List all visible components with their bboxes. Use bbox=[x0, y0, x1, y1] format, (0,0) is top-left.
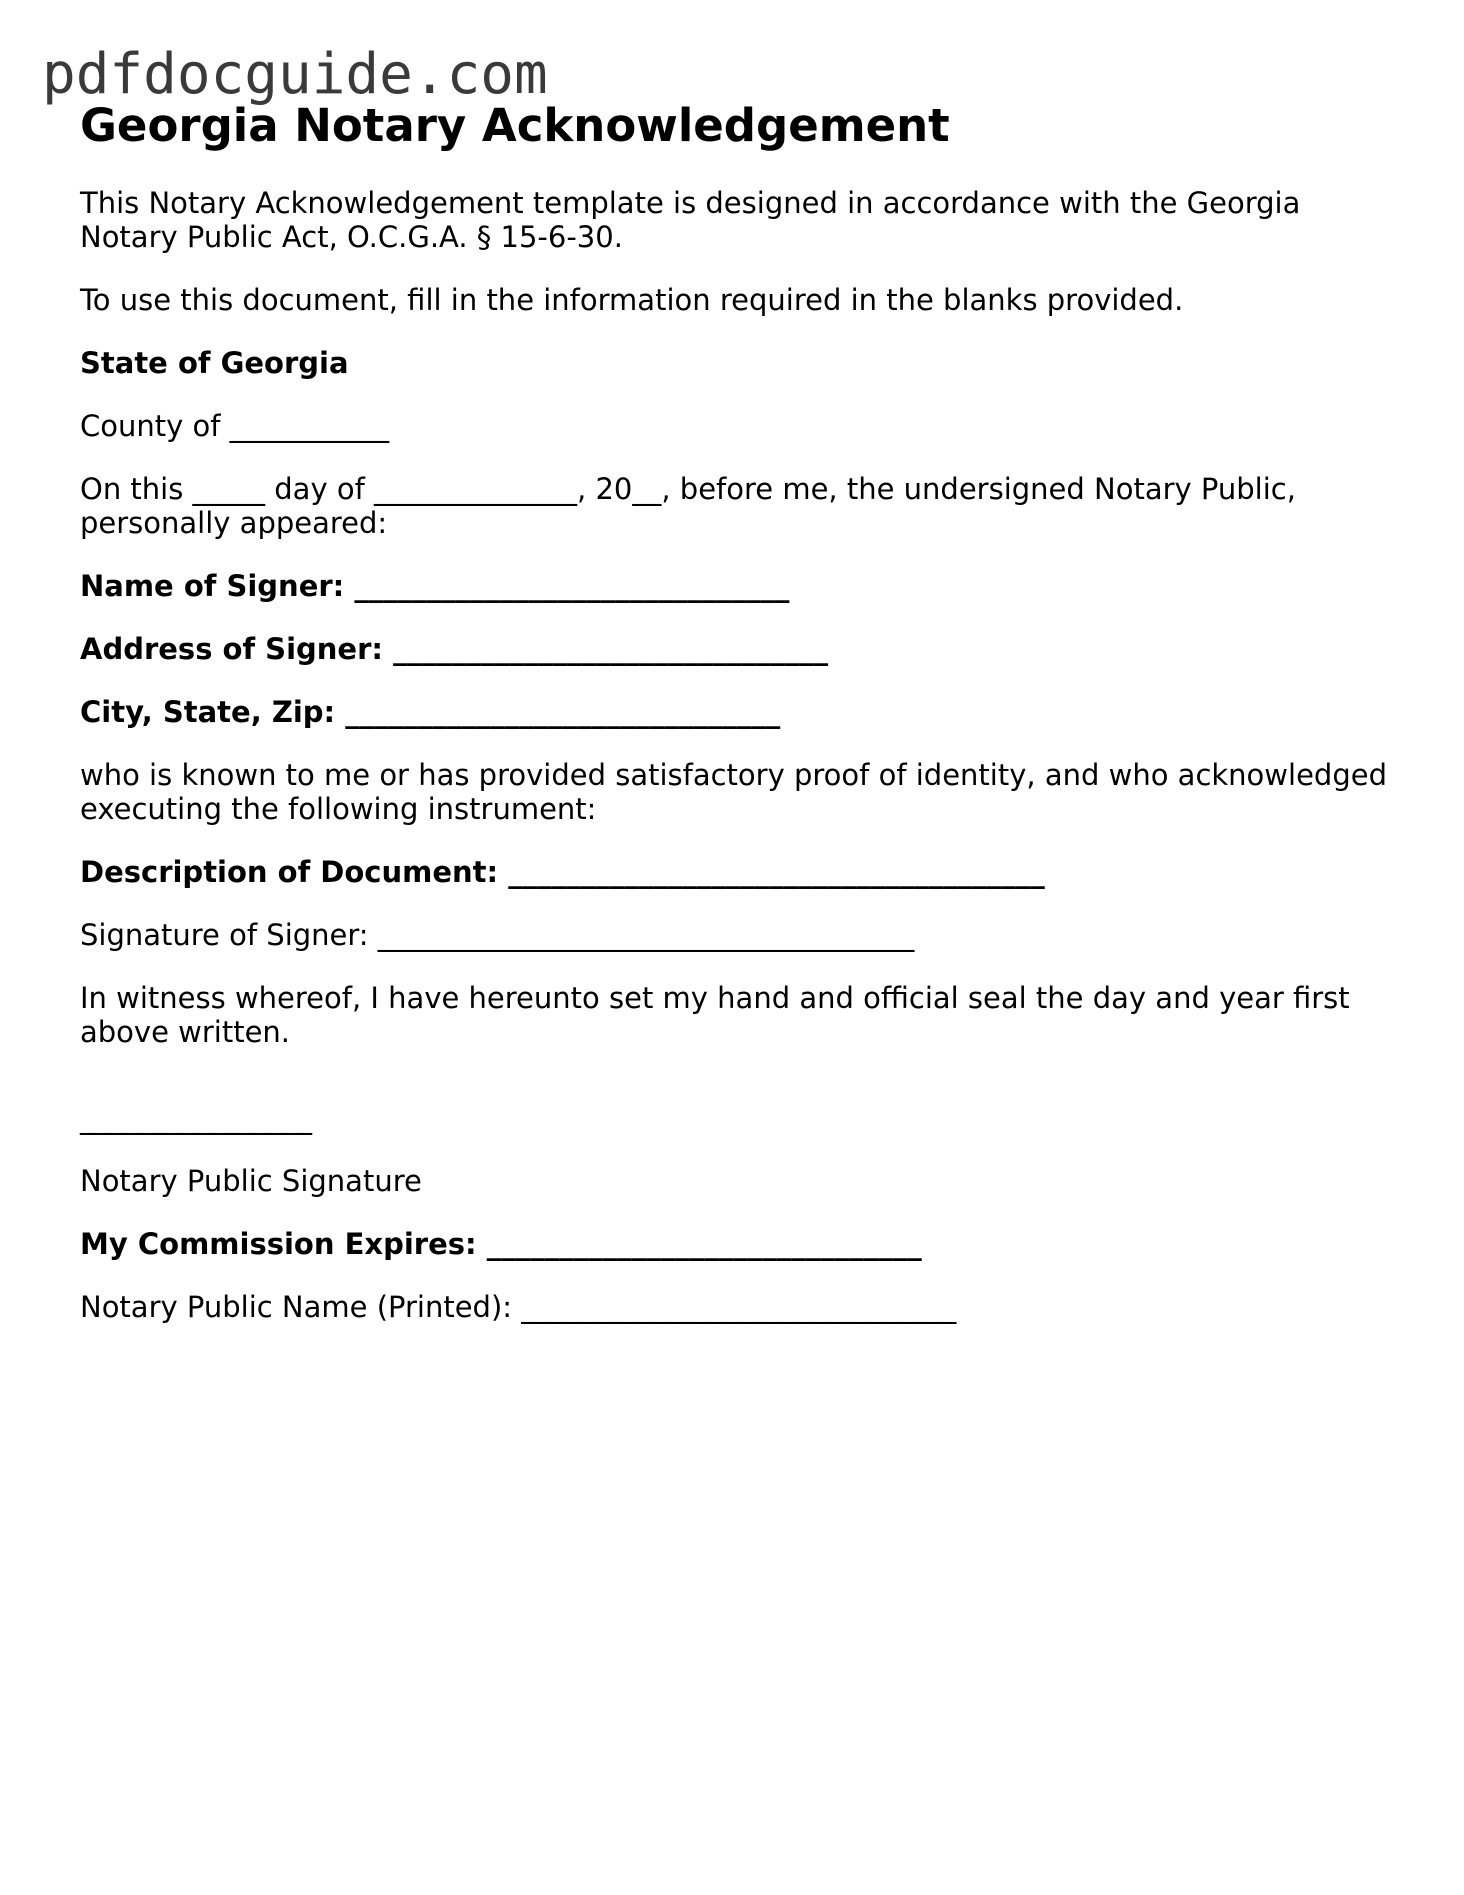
notary-name-printed-field: Notary Public Name (Printed): ______________________________ bbox=[80, 1290, 957, 1324]
document-title: Georgia Notary Acknowledgement bbox=[80, 99, 950, 152]
notary-signature-label: Notary Public Signature bbox=[80, 1164, 422, 1198]
address-of-signer-field: Address of Signer: ______________________________ bbox=[80, 632, 829, 666]
watermark-logo: pdfdocguide.com bbox=[42, 42, 548, 107]
instructions-paragraph: To use this document, fill in the information required in the blanks provided. bbox=[80, 283, 1184, 317]
signature-of-signer-field: Signature of Signer: _____________________________________ bbox=[80, 918, 915, 952]
document-body bbox=[80, 96, 1400, 1353]
state-heading: State of Georgia bbox=[80, 346, 349, 380]
city-state-zip-field: City, State, Zip: ______________________________ bbox=[80, 695, 781, 729]
intro-paragraph: This Notary Acknowledgement template is designed in accordance with the Georgia Notary Public Act, O.C.G.A. § 15-6-30. bbox=[80, 186, 1301, 254]
county-field: County of ___________ bbox=[80, 409, 390, 443]
commission-expires-field: My Commission Expires: ______________________________ bbox=[80, 1227, 922, 1261]
notary-signature-line: ________________ bbox=[80, 1101, 312, 1135]
name-of-signer-field: Name of Signer: ______________________________ bbox=[80, 569, 790, 603]
appearance-paragraph: On this _____ day of ______________, 20__, before me, the undersigned Notary Public, personally appeared: bbox=[80, 472, 1296, 540]
description-of-document-field: Description of Document: _____________________________________ bbox=[80, 855, 1045, 889]
identity-paragraph: who is known to me or has provided satisfactory proof of identity, and who acknowledged executing the following instrument: bbox=[80, 758, 1387, 826]
witness-paragraph: In witness whereof, I have hereunto set my hand and official seal the day and year first above written. bbox=[80, 981, 1350, 1049]
